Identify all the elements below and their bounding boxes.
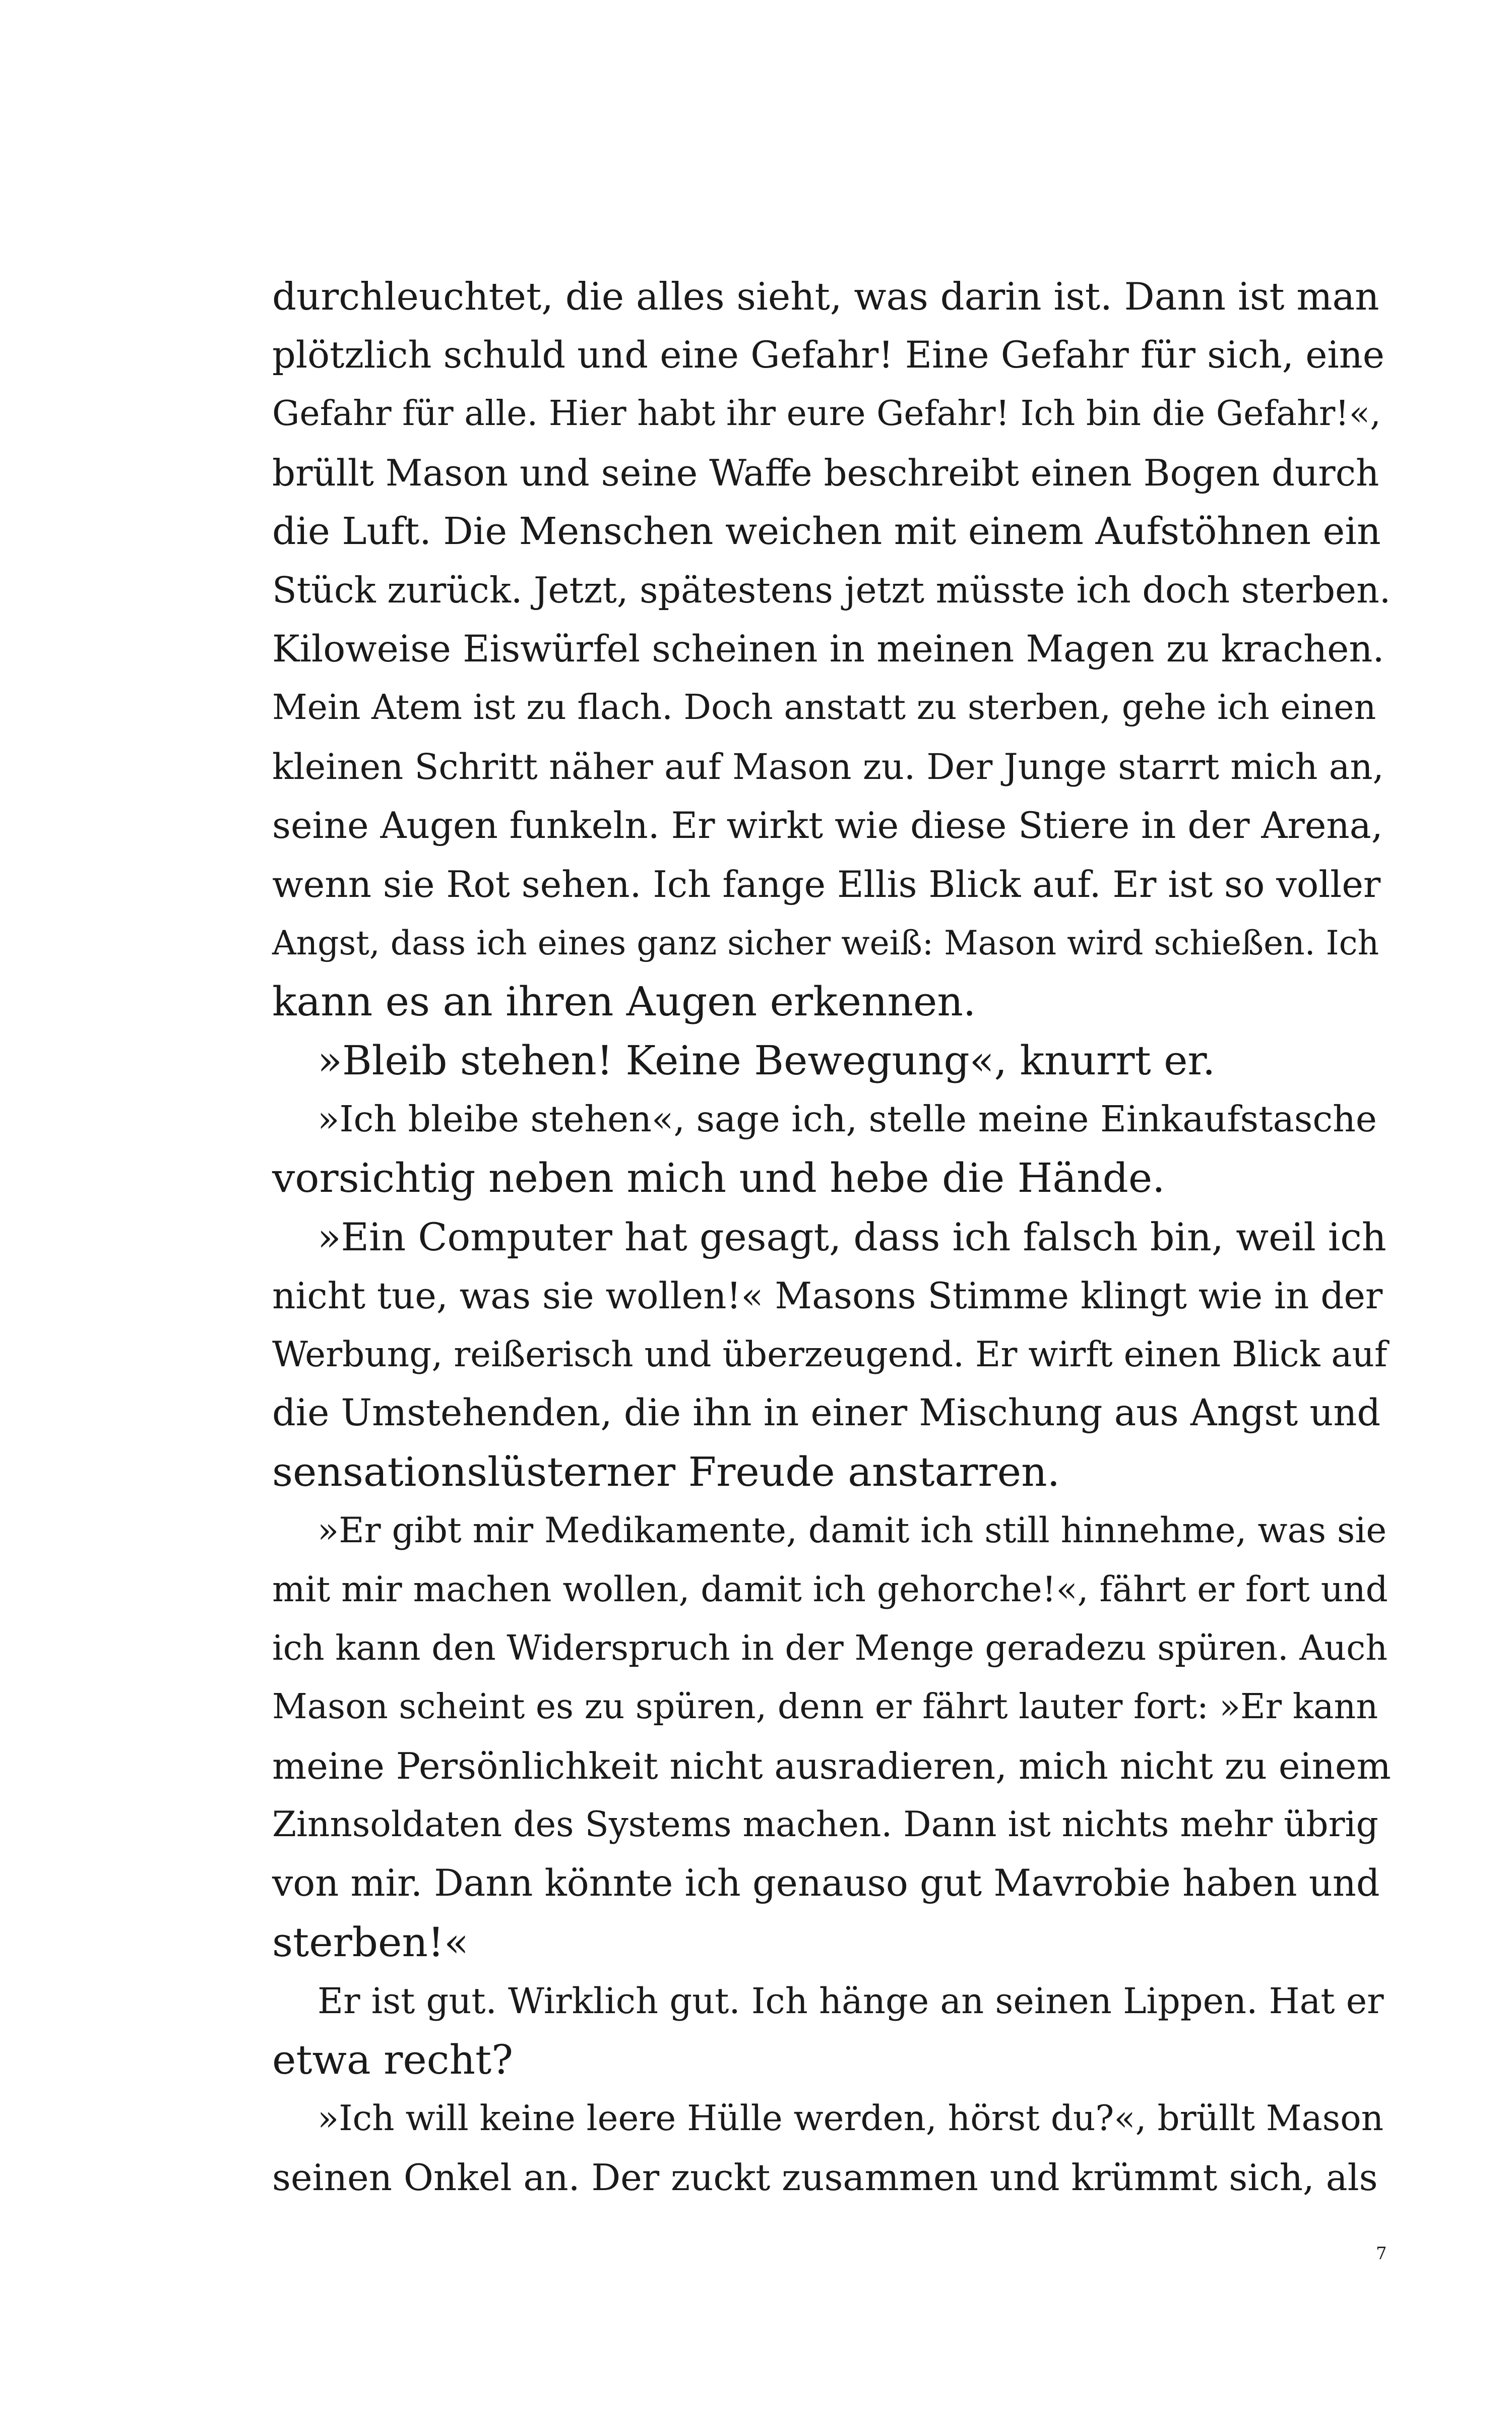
text-line: Werbung, reißerisch und überzeugend. Er wirft einen Blick auf — [272, 1334, 1388, 1375]
text-line: Zinnsoldaten des Systems machen. Dann ist nichts mehr übrig — [272, 1804, 1378, 1845]
text-line: Mein Atem ist zu flach. Doch anstatt zu sterben, gehe ich einen — [272, 688, 1376, 728]
text-line: sterben!« — [272, 1918, 469, 1966]
text-line: Stück zurück. Jetzt, spätestens jetzt müsste ich doch sterben. — [272, 569, 1391, 611]
text-line: brüllt Mason und seine Waffe beschreibt einen Bogen durch — [272, 451, 1379, 494]
body-text — [272, 267, 1391, 2207]
text-line: »Ich bleibe stehen«, sage ich, stelle meine Einkaufstasche — [318, 1098, 1377, 1140]
text-line: seine Augen funkeln. Er wirkt wie diese Stiere in der Arena, — [272, 804, 1383, 847]
text-line: vorsichtig neben mich und hebe die Hände. — [272, 1154, 1165, 1201]
text-line: von mir. Dann könnte ich genauso gut Mavrobie haben und — [272, 1862, 1380, 1905]
text-line: die Luft. Die Menschen weichen mit einem Aufstöhnen ein — [272, 510, 1381, 554]
text-line: seinen Onkel an. Der zuckt zusammen und krümmt sich, als — [272, 2156, 1378, 2199]
text-line: kann es an ihren Augen erkennen. — [272, 978, 976, 1025]
text-line: Angst, dass ich eines ganz sicher weiß: Mason wird schießen. Ich — [272, 923, 1379, 962]
text-line: ich kann den Widerspruch in der Menge geradezu spüren. Auch — [272, 1628, 1388, 1668]
text-line: Mason scheint es zu spüren, denn er fährt lauter fort: »Er kann — [272, 1687, 1378, 1727]
text-line: »Ich will keine leere Hülle werden, hörst du?«, brüllt Mason — [318, 2098, 1384, 2139]
text-line: wenn sie Rot sehen. Ich fange Ellis Blick auf. Er ist so voller — [272, 863, 1381, 905]
text-line: durchleuchtet, die alles sieht, was darin ist. Dann ist man — [272, 274, 1379, 319]
text-line: Er ist gut. Wirklich gut. Ich hänge an seinen Lippen. Hat er — [318, 1980, 1384, 2022]
text-line: sensationslüsterner Freude anstarren. — [272, 1448, 1060, 1495]
text-line: meine Persönlichkeit nicht ausradieren, mich nicht zu einem — [272, 1744, 1391, 1787]
text-line: etwa recht? — [272, 2036, 514, 2083]
text-line: kleinen Schritt näher auf Mason zu. Der Junge starrt mich an, — [272, 746, 1384, 788]
text-line: »Bleib stehen! Keine Bewegung«, knurrt er. — [318, 1037, 1216, 1084]
text-line: mit mir machen wollen, damit ich gehorche!«, fährt er fort und — [272, 1569, 1388, 1610]
text-line: plötzlich schuld und eine Gefahr! Eine Gefahr für sich, eine — [272, 333, 1384, 377]
text-line: Kiloweise Eiswürfel scheinen in meinen Magen zu krachen. — [272, 627, 1384, 671]
text-line: »Ein Computer hat gesagt, dass ich falsch bin, weil ich — [318, 1214, 1387, 1259]
text-line: Gefahr für alle. Hier habt ihr eure Gefahr! Ich bin die Gefahr!«, — [272, 394, 1381, 434]
text-line: nicht tue, was sie wollen!« Masons Stimme klingt wie in der — [272, 1275, 1383, 1317]
page-number: 7 — [1376, 2244, 1387, 2264]
text-line: »Er gibt mir Medikamente, damit ich still hinnehme, was sie — [318, 1510, 1387, 1551]
text-line: die Umstehenden, die ihn in einer Mischung aus Angst und — [272, 1392, 1381, 1435]
